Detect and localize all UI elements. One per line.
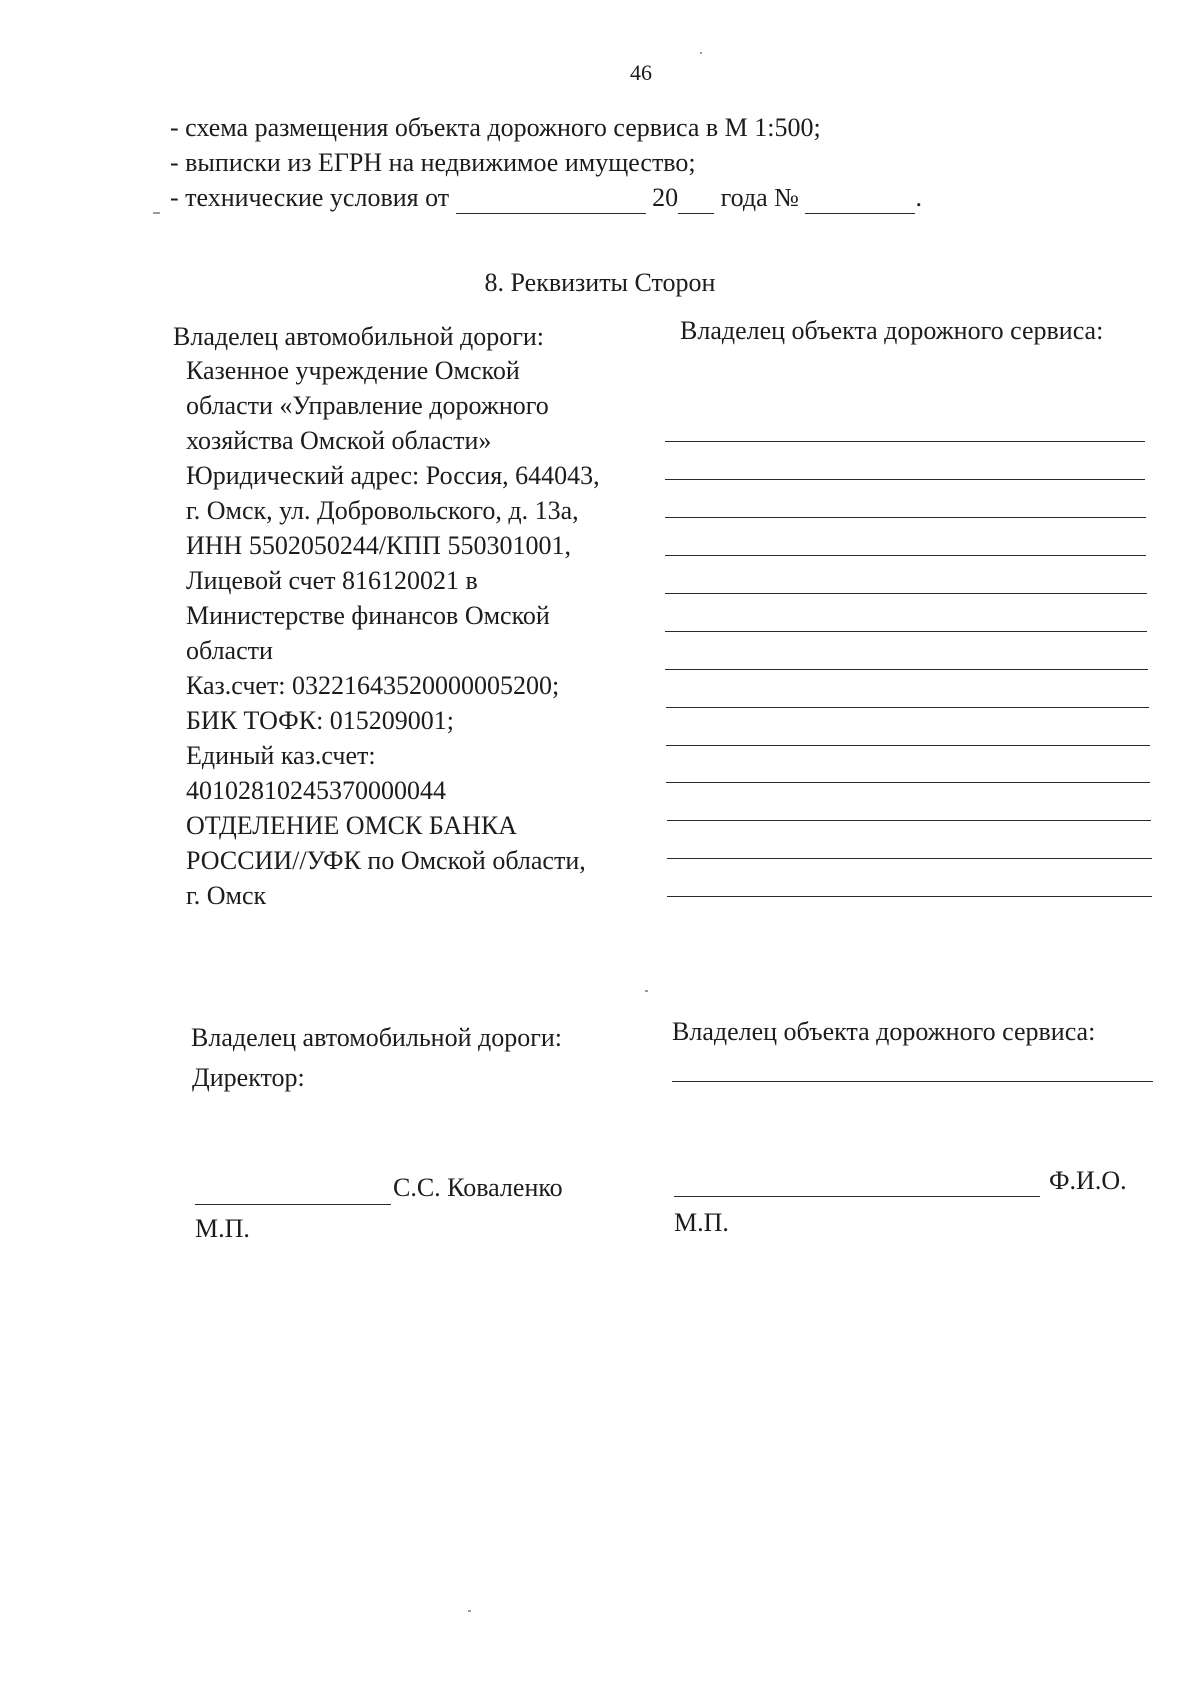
road-owner-line: 40102810245370000044 — [186, 776, 446, 805]
attachment-item-scheme: - схема размещения объекта дорожного сервиса в М 1:500; — [170, 113, 821, 142]
year-blank — [678, 183, 714, 214]
blank-line — [665, 479, 1145, 480]
scan-mark — [153, 212, 160, 214]
road-owner-line: БИК ТОФК: 015209001; — [186, 706, 455, 735]
road-owner-line: Министерстве финансов Омской — [186, 601, 550, 630]
road-owner-line: Единый каз.счет: — [186, 741, 376, 770]
year-prefix: 20 — [652, 183, 679, 212]
road-owner-line: г. Омск — [186, 881, 267, 910]
signature-service-owner-heading: Владелец объекта дорожного сервиса: — [672, 1017, 1096, 1046]
blank-line — [667, 858, 1152, 859]
signature-director-label: Директор: — [192, 1063, 305, 1092]
road-owner-line: хозяйства Омской области» — [186, 426, 492, 455]
page-number: 46 — [630, 60, 652, 85]
blank-line — [667, 820, 1151, 821]
blank-line — [665, 555, 1146, 556]
road-owner-line: Каз.счет: 03221643520000005200; — [186, 671, 560, 700]
blank-line — [665, 631, 1147, 632]
number-label: года № — [720, 183, 799, 212]
blank-line — [665, 441, 1145, 442]
road-owner-line: области «Управление дорожного — [186, 391, 549, 420]
blank-line — [666, 745, 1150, 746]
road-owner-line: Казенное учреждение Омской — [186, 356, 520, 385]
director-name: С.С. Коваленко — [393, 1173, 563, 1202]
road-owner-line: г. Омск, ул. Добровольского, д. 13а, — [186, 496, 579, 525]
signature-road-owner-heading: Владелец автомобильной дороги: — [191, 1023, 563, 1052]
right-stamp-label: М.П. — [674, 1208, 729, 1237]
attachment-item-egrn: - выписки из ЕГРН на недвижимое имущество; — [170, 148, 696, 177]
service-owner-fio-label: Ф.И.О. — [1049, 1166, 1127, 1195]
service-owner-blank-line — [672, 1081, 1153, 1082]
date-blank — [456, 183, 646, 214]
number-blank — [805, 183, 915, 214]
road-owner-line: РОССИИ//УФК по Омской области, — [186, 846, 586, 875]
scan-mark — [645, 990, 648, 992]
tech-conditions-end: . — [915, 183, 922, 212]
left-stamp-label: М.П. — [195, 1214, 250, 1243]
blank-line — [665, 517, 1146, 518]
scan-mark — [700, 52, 702, 54]
blank-line — [665, 669, 1148, 670]
scan-mark — [468, 1610, 471, 1612]
blank-line — [666, 707, 1149, 708]
service-owner-signature-line — [674, 1196, 1040, 1197]
service-owner-heading: Владелец объекта дорожного сервиса: — [680, 316, 1104, 345]
road-owner-heading: Владелец автомобильной дороги: — [173, 322, 545, 351]
attachment-item-tech-conditions — [170, 183, 922, 214]
road-owner-line: Лицевой счет 816120021 в — [186, 566, 478, 595]
road-owner-line: ОТДЕЛЕНИЕ ОМСК БАНКА — [186, 811, 518, 840]
blank-line — [665, 593, 1147, 594]
road-owner-line: области — [186, 636, 273, 665]
blank-line — [667, 896, 1152, 897]
director-signature-line — [195, 1204, 391, 1205]
section-heading: 8. Реквизиты Сторон — [484, 268, 716, 297]
tech-conditions-prefix: - технические условия от — [170, 183, 450, 212]
road-owner-line: ИНН 5502050244/КПП 550301001, — [186, 531, 571, 560]
road-owner-line: Юридический адрес: Россия, 644043, — [186, 461, 600, 490]
blank-line — [666, 782, 1150, 783]
